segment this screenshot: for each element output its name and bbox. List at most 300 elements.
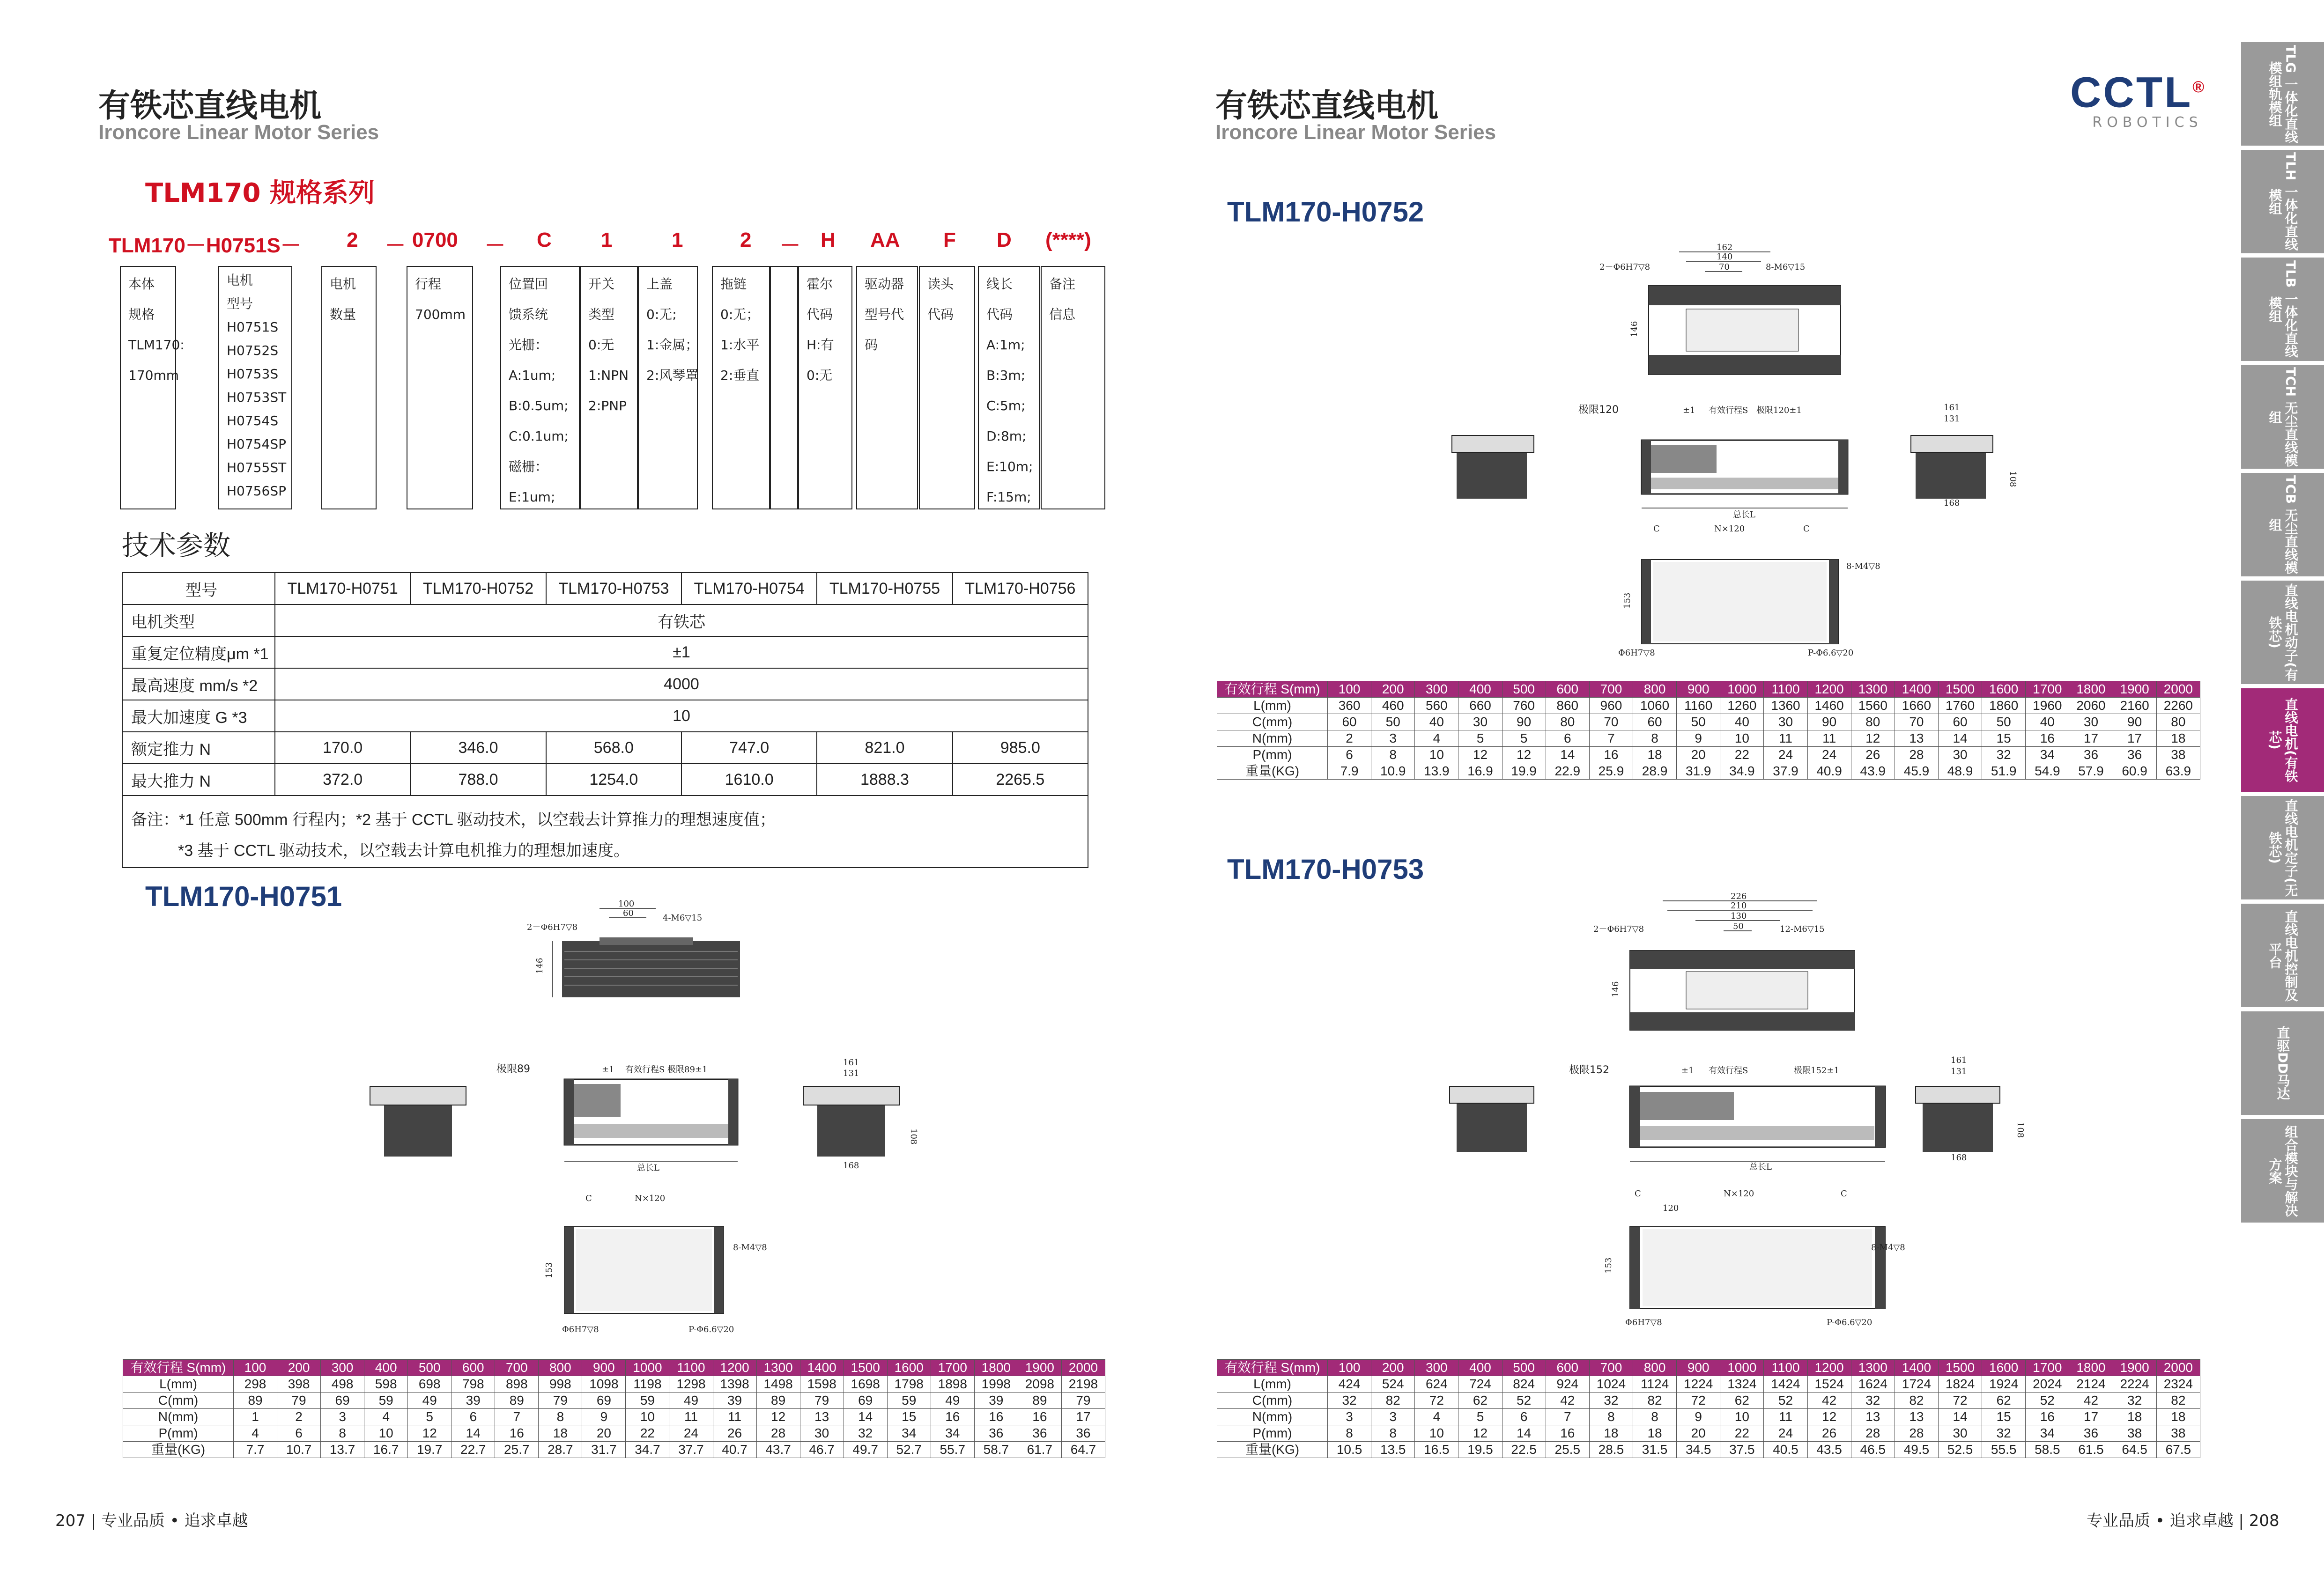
table-cell: 14 bbox=[451, 1425, 495, 1442]
table-cell: 58.5 bbox=[2026, 1442, 2069, 1458]
table-cell: 69 bbox=[321, 1393, 364, 1409]
table-cell: 100 bbox=[1328, 681, 1371, 698]
dim-label: 153 bbox=[544, 1262, 554, 1278]
code-box-line: H0753ST bbox=[227, 390, 287, 405]
code-box bbox=[770, 266, 798, 509]
table-cell: 1600 bbox=[1982, 1360, 2026, 1376]
code-box bbox=[500, 266, 580, 509]
left-title-en: Ironcore Linear Motor Series bbox=[98, 121, 379, 144]
code-box bbox=[638, 266, 698, 509]
table-cell: 59 bbox=[626, 1393, 669, 1409]
table-cell: 1898 bbox=[931, 1376, 974, 1393]
table-cell: C(mm) bbox=[123, 1393, 234, 1409]
dim-label: 8-M4▽8 bbox=[1871, 1243, 1905, 1253]
table-cell: 3 bbox=[1328, 1409, 1371, 1425]
dim-label: 140 bbox=[1717, 252, 1733, 262]
table-cell: 14 bbox=[1938, 730, 1982, 747]
dim-label: 161 bbox=[1944, 403, 1960, 413]
table-cell: 20 bbox=[582, 1425, 626, 1442]
code-segment: TLM170－H0751S－ bbox=[109, 234, 301, 257]
spec-row bbox=[122, 668, 1088, 700]
table-cell: 10 bbox=[364, 1425, 408, 1442]
table-cell: 800 bbox=[539, 1360, 582, 1376]
spec-header-row bbox=[122, 573, 1088, 604]
table-cell: 10 bbox=[626, 1409, 669, 1425]
dim-label: C bbox=[585, 1194, 592, 1203]
dim-label: 153 bbox=[1622, 592, 1632, 609]
dim-label: 极限152±1 bbox=[1794, 1066, 1839, 1076]
table-cell: 80 bbox=[2156, 714, 2200, 730]
stroke-table-h0752 bbox=[1217, 681, 2200, 780]
dim-label: 108 bbox=[2008, 471, 2018, 487]
table-cell: 4 bbox=[1415, 1409, 1458, 1425]
table-cell: 18 bbox=[1633, 1425, 1676, 1442]
spec-cell: 型号 bbox=[122, 573, 275, 604]
table-cell: 1800 bbox=[974, 1360, 1018, 1376]
table-cell: 798 bbox=[451, 1376, 495, 1393]
table-cell: 200 bbox=[1371, 681, 1415, 698]
table-row bbox=[123, 1393, 1105, 1409]
table-cell: N(mm) bbox=[1217, 1409, 1328, 1425]
side-tab[interactable] bbox=[2241, 796, 2324, 901]
table-cell: 1298 bbox=[669, 1376, 713, 1393]
table-cell: 1 bbox=[234, 1409, 277, 1425]
table-cell: 25.7 bbox=[495, 1442, 539, 1458]
side-tab[interactable] bbox=[2241, 1119, 2324, 1224]
table-cell: 55.7 bbox=[931, 1442, 974, 1458]
table-cell: 63.9 bbox=[2156, 763, 2200, 780]
table-cell: 51.9 bbox=[1982, 763, 2026, 780]
table-cell: 460 bbox=[1371, 698, 1415, 714]
code-box-line: A:1m; bbox=[986, 337, 1025, 353]
code-segment: H bbox=[821, 228, 836, 251]
table-cell: 660 bbox=[1458, 698, 1502, 714]
table-cell: 12 bbox=[1851, 730, 1895, 747]
dim-label: 总长L bbox=[1733, 510, 1755, 520]
model-title-h0751: TLM170-H0751 bbox=[145, 881, 342, 912]
code-box bbox=[978, 266, 1040, 509]
table-cell: 200 bbox=[1371, 1360, 1415, 1376]
table-cell: 6 bbox=[1546, 730, 1589, 747]
spec-cell: TLM170-H0756 bbox=[953, 573, 1088, 604]
table-cell: 7 bbox=[495, 1409, 539, 1425]
side-tab-label: TCB 无尘直线模组 bbox=[2267, 475, 2299, 574]
table-row bbox=[1217, 698, 2200, 714]
side-tab[interactable] bbox=[2241, 688, 2324, 794]
spec-row bbox=[122, 732, 1088, 764]
table-cell: 34 bbox=[931, 1425, 974, 1442]
code-box-line: H0752S bbox=[227, 343, 279, 358]
table-cell: 1400 bbox=[800, 1360, 844, 1376]
table-cell: 16 bbox=[495, 1425, 539, 1442]
dim-label: 70 bbox=[1719, 262, 1730, 272]
table-cell: 79 bbox=[800, 1393, 844, 1409]
table-cell: 1624 bbox=[1851, 1376, 1895, 1393]
table-cell: 80 bbox=[1546, 714, 1589, 730]
table-cell: 57.9 bbox=[2069, 763, 2113, 780]
table-cell: 9 bbox=[1677, 730, 1720, 747]
code-box-line: 上盖 bbox=[646, 276, 673, 292]
table-cell: 1998 bbox=[974, 1376, 1018, 1393]
spec-label: 最大推力 N bbox=[122, 764, 275, 796]
table-cell: 32 bbox=[1328, 1393, 1371, 1409]
drawing-h0752 bbox=[1443, 239, 2033, 660]
table-row bbox=[123, 1376, 1105, 1393]
table-cell: 48.9 bbox=[1938, 763, 1982, 780]
table-cell: 16 bbox=[1546, 1425, 1589, 1442]
table-cell: 16 bbox=[974, 1409, 1018, 1425]
dim-label: C bbox=[1841, 1189, 1847, 1199]
table-cell: 36 bbox=[2069, 1425, 2113, 1442]
dim-label: ±1 bbox=[1681, 1066, 1694, 1076]
table-cell: 34 bbox=[887, 1425, 931, 1442]
code-box-line: 2:垂直 bbox=[720, 368, 760, 383]
table-cell: 43.7 bbox=[756, 1442, 800, 1458]
table-cell: 10.9 bbox=[1371, 763, 1415, 780]
table-cell: 400 bbox=[364, 1360, 408, 1376]
code-box-line: 磁栅： bbox=[509, 459, 548, 474]
table-cell: 2000 bbox=[1061, 1360, 1105, 1376]
table-cell: 36 bbox=[1018, 1425, 1061, 1442]
table-cell: 2124 bbox=[2069, 1376, 2113, 1393]
table-cell: 1860 bbox=[1982, 698, 2026, 714]
code-box-line: D:8m; bbox=[986, 428, 1027, 444]
dim-label: N×120 bbox=[1714, 524, 1745, 534]
table-cell: 49.5 bbox=[1895, 1442, 1938, 1458]
code-segment: C bbox=[537, 228, 552, 251]
code-segment: (****) bbox=[1045, 228, 1091, 251]
table-cell: 24 bbox=[1764, 747, 1807, 763]
code-box-line: F:15m; bbox=[986, 489, 1031, 505]
table-cell: 10 bbox=[1415, 747, 1458, 763]
dim-label: 146 bbox=[1629, 321, 1639, 337]
table-cell: 有效行程 S(mm) bbox=[1217, 681, 1328, 698]
spec-row bbox=[122, 700, 1088, 732]
side-tab[interactable] bbox=[2241, 581, 2324, 686]
table-cell: 2000 bbox=[2156, 1360, 2200, 1376]
table-cell: 69 bbox=[844, 1393, 887, 1409]
side-tab[interactable] bbox=[2241, 42, 2324, 147]
code-box bbox=[798, 266, 852, 509]
table-cell: 960 bbox=[1589, 698, 1633, 714]
side-tab[interactable] bbox=[2241, 473, 2324, 578]
code-box-line: TLM170: bbox=[128, 337, 185, 353]
code-box-line: 馈系统 bbox=[509, 307, 548, 322]
spec-cell: 1610.0 bbox=[681, 764, 817, 796]
dim-label: 8-M4▽8 bbox=[1846, 561, 1880, 571]
table-cell: 1224 bbox=[1677, 1376, 1720, 1393]
table-cell: 3 bbox=[1371, 730, 1415, 747]
code-box-line: 行程 bbox=[415, 276, 442, 292]
table-cell: 16 bbox=[931, 1409, 974, 1425]
table-cell: 1300 bbox=[1851, 1360, 1895, 1376]
table-cell: 62 bbox=[1458, 1393, 1502, 1409]
spec-label: 电机类型 bbox=[122, 604, 275, 636]
table-cell: 26 bbox=[713, 1425, 756, 1442]
table-cell: 16.5 bbox=[1415, 1442, 1458, 1458]
spec-heading: 技术参数 bbox=[122, 530, 231, 561]
code-box-line: 2:风琴罩 bbox=[646, 368, 699, 383]
side-tab-label: 直线电机定子(无铁芯) bbox=[2267, 799, 2299, 897]
table-cell: 13.9 bbox=[1415, 763, 1458, 780]
dim-label: 2－Φ6H7▽8 bbox=[1599, 262, 1650, 272]
table-cell: 重量(KG) bbox=[123, 1442, 234, 1458]
table-cell: 61.7 bbox=[1018, 1442, 1061, 1458]
table-cell: 600 bbox=[1546, 1360, 1589, 1376]
table-cell: 6 bbox=[277, 1425, 321, 1442]
table-cell: 1300 bbox=[756, 1360, 800, 1376]
table-cell: 1100 bbox=[669, 1360, 713, 1376]
table-cell: C(mm) bbox=[1217, 714, 1328, 730]
dim-label: 210 bbox=[1731, 901, 1747, 911]
table-cell: 11 bbox=[713, 1409, 756, 1425]
table-cell: 22.7 bbox=[451, 1442, 495, 1458]
table-cell: 16.7 bbox=[364, 1442, 408, 1458]
logo-sub: ROBOTICS bbox=[2092, 114, 2203, 131]
code-box-line: 位置回 bbox=[509, 276, 548, 292]
table-cell: 700 bbox=[1589, 1360, 1633, 1376]
dim-label: 168 bbox=[843, 1161, 859, 1171]
code-segment: 0700 bbox=[412, 228, 458, 251]
table-cell: 39 bbox=[974, 1393, 1018, 1409]
table-cell: 19.5 bbox=[1458, 1442, 1502, 1458]
code-box-line: 型号 bbox=[227, 296, 253, 311]
logo-reg: ® bbox=[2192, 78, 2206, 96]
table-cell: 1260 bbox=[1720, 698, 1764, 714]
table-cell: 13 bbox=[800, 1409, 844, 1425]
table-cell: 16 bbox=[2026, 1409, 2069, 1425]
dim-label: Φ6H7▽8 bbox=[1618, 648, 1655, 658]
table-cell: 43.9 bbox=[1851, 763, 1895, 780]
code-box-line: 170mm bbox=[128, 368, 179, 383]
stroke-table-h0753 bbox=[1217, 1359, 2200, 1458]
table-cell: 1060 bbox=[1633, 698, 1676, 714]
side-tab[interactable] bbox=[2241, 365, 2324, 471]
table-row bbox=[123, 1409, 1105, 1425]
table-cell: 24 bbox=[1807, 747, 1851, 763]
code-box-line: 开关 bbox=[588, 276, 615, 292]
motor-end-view-right bbox=[1923, 1096, 1993, 1152]
table-cell: 36 bbox=[974, 1425, 1018, 1442]
table-cell: 13 bbox=[1895, 1409, 1938, 1425]
table-cell: 8 bbox=[1328, 1425, 1371, 1442]
table-cell: 34.9 bbox=[1720, 763, 1764, 780]
table-cell: 1760 bbox=[1938, 698, 1982, 714]
table-cell: 5 bbox=[408, 1409, 451, 1425]
table-cell: 38 bbox=[2156, 747, 2200, 763]
table-cell: 31.5 bbox=[1633, 1442, 1676, 1458]
table-cell: 13.7 bbox=[321, 1442, 364, 1458]
table-cell: 14 bbox=[1502, 1425, 1546, 1442]
table-cell: 1100 bbox=[1764, 1360, 1807, 1376]
table-cell: 924 bbox=[1546, 1376, 1589, 1393]
table-cell: 11 bbox=[1807, 730, 1851, 747]
motor-end-view-right bbox=[1916, 445, 1986, 499]
table-cell: 32 bbox=[2113, 1393, 2156, 1409]
code-box-line: 霍尔 bbox=[807, 276, 833, 292]
side-tab[interactable] bbox=[2241, 1011, 2324, 1117]
table-cell: 39 bbox=[713, 1393, 756, 1409]
table-cell: 60.9 bbox=[2113, 763, 2156, 780]
table-cell: 11 bbox=[1764, 730, 1807, 747]
side-tab[interactable] bbox=[2241, 150, 2324, 255]
side-tab-label: 直线电机(有铁芯) bbox=[2267, 698, 2299, 782]
table-cell: 36 bbox=[2069, 747, 2113, 763]
table-cell: 26 bbox=[1807, 1425, 1851, 1442]
table-cell: 25.5 bbox=[1546, 1442, 1589, 1458]
table-cell: 52.5 bbox=[1938, 1442, 1982, 1458]
right-footer: 专业品质 • 追求卓越 | 208 bbox=[2087, 1511, 2280, 1530]
table-cell: 11 bbox=[669, 1409, 713, 1425]
spec-row bbox=[122, 764, 1088, 796]
table-cell: 17 bbox=[1061, 1409, 1105, 1425]
table-cell: 79 bbox=[539, 1393, 582, 1409]
table-cell: 600 bbox=[1546, 681, 1589, 698]
table-cell: 30 bbox=[1458, 714, 1502, 730]
table-cell: 40 bbox=[2026, 714, 2069, 730]
model-title-h0752: TLM170-H0752 bbox=[1227, 196, 1424, 228]
code-box-line: H0756SP bbox=[227, 483, 286, 499]
code-box-line: H0753S bbox=[227, 366, 279, 382]
table-cell: 62 bbox=[1982, 1393, 2026, 1409]
spec-cell: TLM170-H0755 bbox=[817, 573, 952, 604]
dim-label: ±1 bbox=[1683, 405, 1695, 415]
table-cell: 1398 bbox=[713, 1376, 756, 1393]
table-cell: 1460 bbox=[1807, 698, 1851, 714]
table-cell: 58.7 bbox=[974, 1442, 1018, 1458]
table-cell: 1900 bbox=[2113, 681, 2156, 698]
side-tab-label: TLB 一体化直线模组 bbox=[2267, 260, 2299, 358]
spec-note-2: *3 基于 CCTL 驱动技术，以空载去计算电机推力的理想加速度。 bbox=[178, 842, 630, 860]
table-cell: 89 bbox=[234, 1393, 277, 1409]
side-tab[interactable] bbox=[2241, 258, 2324, 363]
table-cell: 39 bbox=[451, 1393, 495, 1409]
spec-label: 重复定位精度μm *1 bbox=[122, 636, 275, 668]
table-cell: 11 bbox=[1764, 1409, 1807, 1425]
left-footer: 207 | 专业品质 • 追求卓越 bbox=[55, 1511, 248, 1530]
spec-note-row bbox=[122, 796, 1088, 868]
table-cell: 1198 bbox=[626, 1376, 669, 1393]
table-cell: 49 bbox=[931, 1393, 974, 1409]
table-cell: 200 bbox=[277, 1360, 321, 1376]
dim-label: 60 bbox=[623, 908, 634, 918]
table-cell: 900 bbox=[1677, 1360, 1720, 1376]
table-cell: 10 bbox=[1415, 1425, 1458, 1442]
code-box-line: 光栅： bbox=[509, 337, 548, 353]
cctl-logo bbox=[2070, 66, 2225, 131]
table-cell: L(mm) bbox=[123, 1376, 234, 1393]
table-cell: 100 bbox=[234, 1360, 277, 1376]
table-cell: 2224 bbox=[2113, 1376, 2156, 1393]
code-box-line: 型号代 bbox=[865, 307, 904, 322]
spec-cell: ±1 bbox=[275, 636, 1088, 668]
table-cell: 18 bbox=[2156, 1409, 2200, 1425]
table-cell: 82 bbox=[1633, 1393, 1676, 1409]
table-cell: 40.7 bbox=[713, 1442, 756, 1458]
table-cell: 70 bbox=[1589, 714, 1633, 730]
table-cell: 1324 bbox=[1720, 1376, 1764, 1393]
table-cell: 24 bbox=[1764, 1425, 1807, 1442]
dim-label: ±1 bbox=[602, 1065, 614, 1075]
series-title: TLM170 规格系列 bbox=[145, 178, 375, 208]
table-cell: 1300 bbox=[1851, 681, 1895, 698]
table-cell: 43.5 bbox=[1807, 1442, 1851, 1458]
table-cell: 52 bbox=[1764, 1393, 1807, 1409]
table-cell: 37.7 bbox=[669, 1442, 713, 1458]
table-cell: 7.7 bbox=[234, 1442, 277, 1458]
table-cell: 6 bbox=[451, 1409, 495, 1425]
table-cell: 698 bbox=[408, 1376, 451, 1393]
code-box-line: B:3m; bbox=[986, 368, 1026, 383]
side-tab-label: 直线电机动子(有铁芯) bbox=[2267, 583, 2299, 681]
table-cell: 52 bbox=[1502, 1393, 1546, 1409]
table-cell: 1824 bbox=[1938, 1376, 1982, 1393]
table-cell: 500 bbox=[1502, 681, 1546, 698]
table-cell: P(mm) bbox=[123, 1425, 234, 1442]
table-cell: 598 bbox=[364, 1376, 408, 1393]
table-row bbox=[1217, 714, 2200, 730]
table-cell: 50 bbox=[1677, 714, 1720, 730]
table-cell: 10 bbox=[1720, 730, 1764, 747]
side-tab[interactable] bbox=[2241, 904, 2324, 1009]
spec-cell: 10 bbox=[275, 700, 1088, 732]
table-cell: N(mm) bbox=[1217, 730, 1328, 747]
table-cell: 800 bbox=[1633, 1360, 1676, 1376]
dim-label: 极限89 bbox=[496, 1063, 530, 1075]
table-row bbox=[1217, 1442, 2200, 1458]
table-cell: 1400 bbox=[1895, 681, 1938, 698]
table-cell: 31.7 bbox=[582, 1442, 626, 1458]
code-box-line: H0754SP bbox=[227, 436, 286, 452]
table-cell: 13 bbox=[1895, 730, 1938, 747]
table-cell: 64.5 bbox=[2113, 1442, 2156, 1458]
motor-top-view bbox=[562, 941, 740, 997]
table-cell: 800 bbox=[1633, 681, 1676, 698]
table-row bbox=[123, 1360, 1105, 1376]
table-cell: 17 bbox=[2069, 730, 2113, 747]
dim-label: C bbox=[1653, 524, 1660, 534]
table-cell: 30 bbox=[2069, 714, 2113, 730]
code-box-line: 规格 bbox=[128, 307, 155, 322]
table-cell: 7 bbox=[1546, 1409, 1589, 1425]
table-cell: 360 bbox=[1328, 698, 1371, 714]
spec-cell: TLM170-H0752 bbox=[410, 573, 546, 604]
table-cell: 1000 bbox=[1720, 681, 1764, 698]
table-cell: 38 bbox=[2113, 1425, 2156, 1442]
table-cell: 500 bbox=[1502, 1360, 1546, 1376]
table-cell: 18 bbox=[2156, 730, 2200, 747]
table-cell: 1600 bbox=[1982, 681, 2026, 698]
table-cell: 700 bbox=[495, 1360, 539, 1376]
dim-label: 50 bbox=[1733, 921, 1744, 931]
table-cell: 42 bbox=[1546, 1393, 1589, 1409]
table-cell: 900 bbox=[1677, 681, 1720, 698]
spec-cell: TLM170-H0751 bbox=[275, 573, 410, 604]
table-cell: 16 bbox=[1018, 1409, 1061, 1425]
table-cell: 37.9 bbox=[1764, 763, 1807, 780]
table-cell: 8 bbox=[1371, 747, 1415, 763]
code-box bbox=[856, 266, 918, 509]
dim-label: 有效行程S bbox=[1709, 1066, 1748, 1076]
code-box-line: 0:无； bbox=[720, 307, 760, 322]
dim-label: 146 bbox=[535, 958, 545, 974]
table-cell: 1698 bbox=[844, 1376, 887, 1393]
table-cell: 12 bbox=[408, 1425, 451, 1442]
table-cell: 25.9 bbox=[1589, 763, 1633, 780]
spec-label: 最高速度 mm/s *2 bbox=[122, 668, 275, 700]
table-cell: 20 bbox=[1677, 747, 1720, 763]
table-cell: 2060 bbox=[2069, 698, 2113, 714]
